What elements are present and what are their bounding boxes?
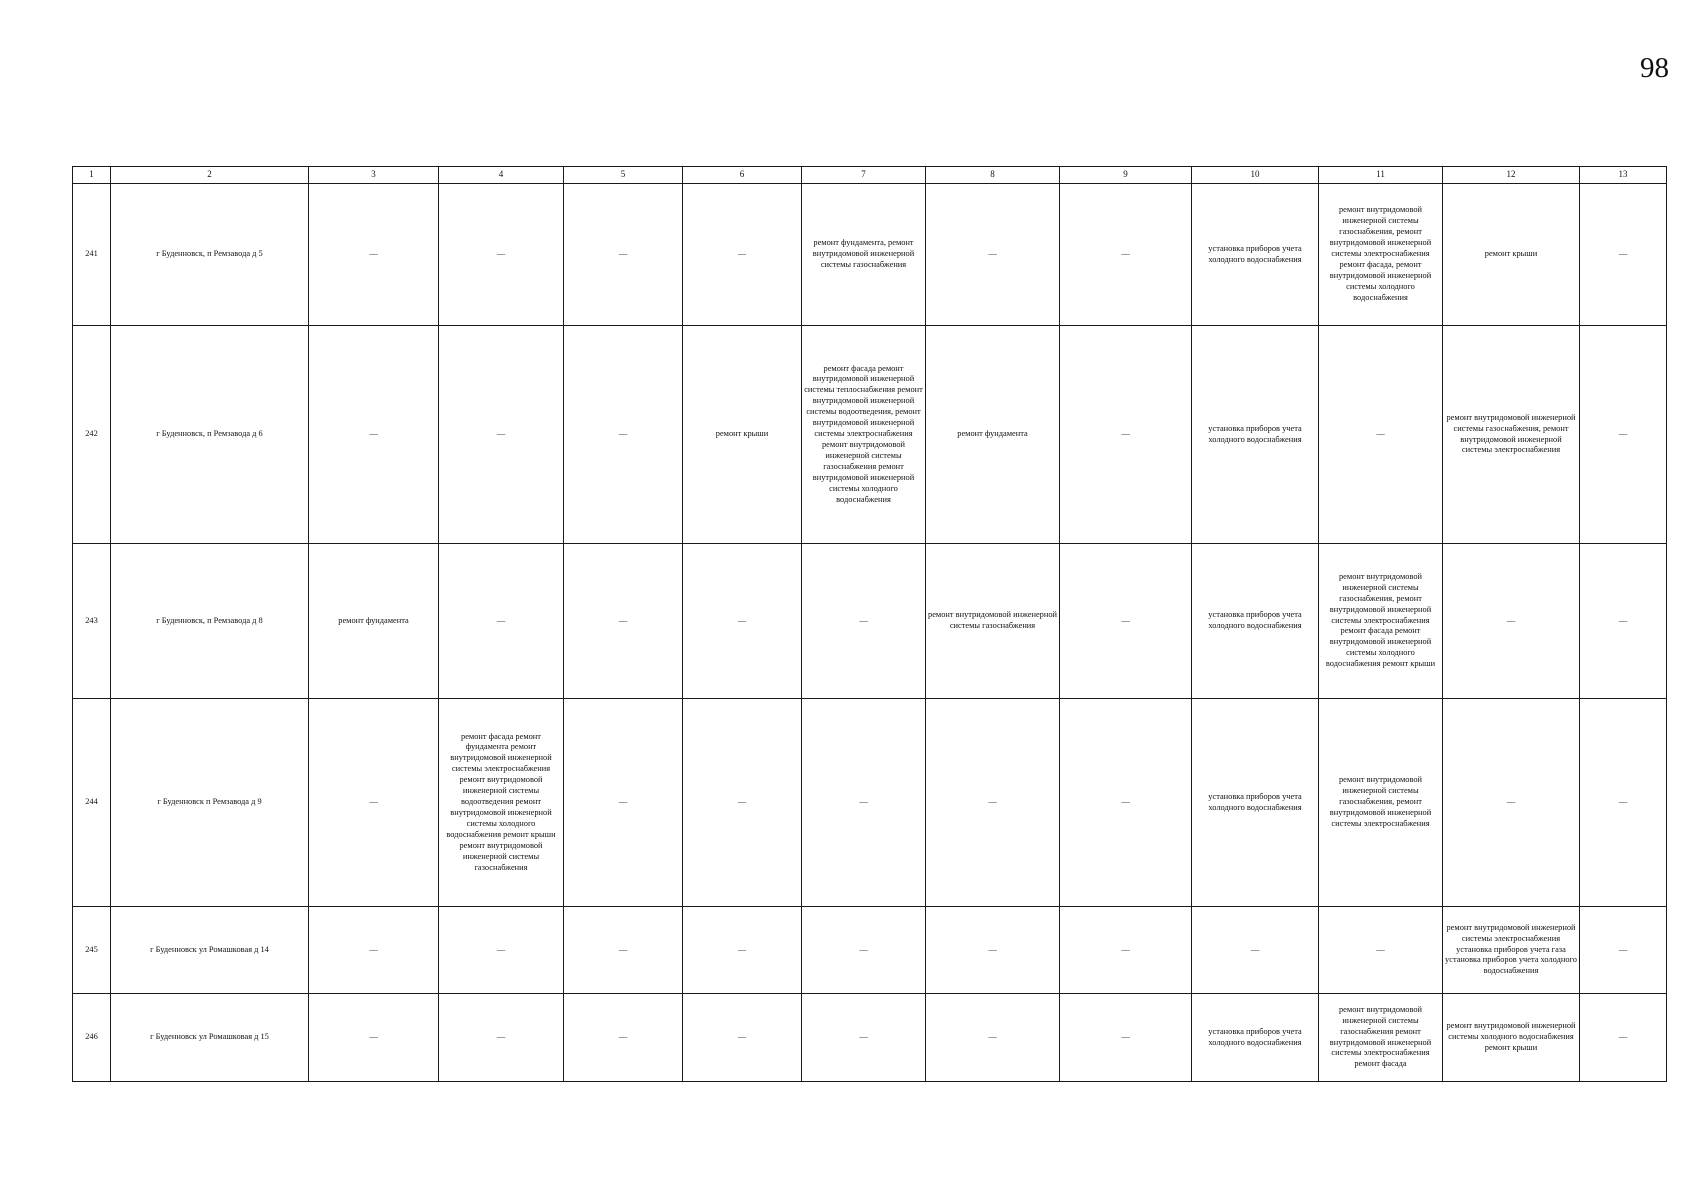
empty-dash-cell: — (564, 699, 683, 907)
row-number: 243 (73, 544, 111, 699)
work-cell: установка приборов учета холодного водоснабжения (1192, 994, 1319, 1082)
work-cell: ремонт фасада ремонт фундамента ремонт внутридомовой инженерной системы электроснабжения ремонт внутридомовой инженерной системы водоотведения ремонт внутридомовой инженерной системы холодного водоснабжения ремонт крыши ремонт внутридомовой инженерной системы газоснабжения (439, 699, 564, 907)
column-number-header: 11 (1319, 167, 1443, 184)
empty-dash-cell: — (926, 699, 1060, 907)
empty-dash-cell: — (1060, 184, 1192, 326)
table-row (73, 907, 1667, 994)
work-cell: ремонт внутридомовой инженерной системы электроснабжения установка приборов учета газа установка приборов учета холодного водоснабжения (1443, 907, 1580, 994)
address-cell: г Буденновск п Ремзавода д 9 (111, 699, 309, 907)
address-cell: г Буденновск, п Ремзавода д 8 (111, 544, 309, 699)
table-row (73, 699, 1667, 907)
work-cell: установка приборов учета холодного водоснабжения (1192, 699, 1319, 907)
table-row (73, 326, 1667, 544)
empty-dash-cell: — (439, 184, 564, 326)
empty-dash-cell: — (802, 544, 926, 699)
empty-dash-cell: — (309, 907, 439, 994)
empty-dash-cell: — (1580, 699, 1667, 907)
empty-dash-cell: — (564, 184, 683, 326)
column-number-header: 12 (1443, 167, 1580, 184)
column-number-header: 2 (111, 167, 309, 184)
empty-dash-cell: — (926, 994, 1060, 1082)
column-number-header: 10 (1192, 167, 1319, 184)
address-cell: г Буденновск ул Ромашковая д 14 (111, 907, 309, 994)
work-cell: ремонт фундамента, ремонт внутридомовой инженерной системы газоснабжения (802, 184, 926, 326)
table-row (73, 544, 1667, 699)
work-cell: ремонт внутридомовой инженерной системы холодного водоснабжения ремонт крыши (1443, 994, 1580, 1082)
column-number-header: 3 (309, 167, 439, 184)
column-number-header: 6 (683, 167, 802, 184)
column-number-header: 4 (439, 167, 564, 184)
empty-dash-cell: — (1060, 994, 1192, 1082)
work-cell: ремонт фасада ремонт внутридомовой инженерной системы теплоснабжения ремонт внутридомовой инженерной системы водоотведения, ремонт внутридомовой инженерной системы электроснабжения ремонт внутридомовой инженерной системы газоснабжения ремонт внутридомовой инженерной системы холодного водоснабжения (802, 326, 926, 544)
empty-dash-cell: — (564, 326, 683, 544)
empty-dash-cell: — (683, 994, 802, 1082)
column-number-header: 9 (1060, 167, 1192, 184)
empty-dash-cell: — (926, 907, 1060, 994)
empty-dash-cell: — (683, 699, 802, 907)
empty-dash-cell: — (1580, 184, 1667, 326)
column-number-header-row (73, 167, 1667, 184)
row-number: 245 (73, 907, 111, 994)
work-cell: установка приборов учета холодного водоснабжения (1192, 326, 1319, 544)
work-cell: установка приборов учета холодного водоснабжения (1192, 544, 1319, 699)
empty-dash-cell: — (683, 184, 802, 326)
work-cell: установка приборов учета холодного водоснабжения (1192, 184, 1319, 326)
work-cell: ремонт крыши (683, 326, 802, 544)
empty-dash-cell: — (439, 907, 564, 994)
empty-dash-cell: — (309, 326, 439, 544)
work-cell: ремонт внутридомовой инженерной системы газоснабжения, ремонт внутридомовой инженерной системы электроснабжения ремонт фасада, ремонт внутридомовой инженерной системы холодного водоснабжения (1319, 184, 1443, 326)
empty-dash-cell: — (1319, 326, 1443, 544)
empty-dash-cell: — (309, 184, 439, 326)
empty-dash-cell: — (1580, 907, 1667, 994)
empty-dash-cell: — (1580, 326, 1667, 544)
empty-dash-cell: — (1319, 907, 1443, 994)
work-cell: ремонт фундамента (309, 544, 439, 699)
empty-dash-cell: — (1060, 326, 1192, 544)
table-row (73, 994, 1667, 1082)
empty-dash-cell: — (1060, 907, 1192, 994)
column-number-header: 1 (73, 167, 111, 184)
address-cell: г Буденновск, п Ремзавода д 5 (111, 184, 309, 326)
empty-dash-cell: — (1060, 699, 1192, 907)
empty-dash-cell: — (1443, 544, 1580, 699)
column-number-header: 5 (564, 167, 683, 184)
column-number-header: 7 (802, 167, 926, 184)
table-row (73, 184, 1667, 326)
empty-dash-cell: — (802, 699, 926, 907)
empty-dash-cell: — (926, 184, 1060, 326)
row-number: 242 (73, 326, 111, 544)
empty-dash-cell: — (439, 326, 564, 544)
empty-dash-cell: — (1060, 544, 1192, 699)
column-number-header: 8 (926, 167, 1060, 184)
work-cell: ремонт внутридомовой инженерной системы газоснабжения, ремонт внутридомовой инженерной системы электроснабжения (1443, 326, 1580, 544)
page-number: 98 (1640, 52, 1669, 84)
empty-dash-cell: — (1192, 907, 1319, 994)
empty-dash-cell: — (1580, 544, 1667, 699)
work-cell: ремонт внутридомовой инженерной системы газоснабжения (926, 544, 1060, 699)
address-cell: г Буденновск ул Ромашковая д 15 (111, 994, 309, 1082)
empty-dash-cell: — (564, 544, 683, 699)
empty-dash-cell: — (802, 994, 926, 1082)
empty-dash-cell: — (802, 907, 926, 994)
empty-dash-cell: — (564, 907, 683, 994)
empty-dash-cell: — (1443, 699, 1580, 907)
empty-dash-cell: — (309, 699, 439, 907)
work-cell: ремонт внутридомовой инженерной системы газоснабжения, ремонт внутридомовой инженерной системы электроснабжения ремонт фасада ремонт внутридомовой инженерной системы холодного водоснабжения ремонт крыши (1319, 544, 1443, 699)
repair-schedule-table (72, 166, 1667, 1082)
row-number: 244 (73, 699, 111, 907)
row-number: 241 (73, 184, 111, 326)
work-cell: ремонт внутридомовой инженерной системы газоснабжения ремонт внутридомовой инженерной системы электроснабжения ремонт фасада (1319, 994, 1443, 1082)
column-number-header: 13 (1580, 167, 1667, 184)
empty-dash-cell: — (439, 544, 564, 699)
empty-dash-cell: — (564, 994, 683, 1082)
address-cell: г Буденновск, п Ремзавода д 6 (111, 326, 309, 544)
empty-dash-cell: — (683, 907, 802, 994)
empty-dash-cell: — (309, 994, 439, 1082)
work-cell: ремонт внутридомовой инженерной системы газоснабжения, ремонт внутридомовой инженерной системы электроснабжения (1319, 699, 1443, 907)
row-number: 246 (73, 994, 111, 1082)
work-cell: ремонт крыши (1443, 184, 1580, 326)
empty-dash-cell: — (1580, 994, 1667, 1082)
empty-dash-cell: — (439, 994, 564, 1082)
empty-dash-cell: — (683, 544, 802, 699)
work-cell: ремонт фундамента (926, 326, 1060, 544)
